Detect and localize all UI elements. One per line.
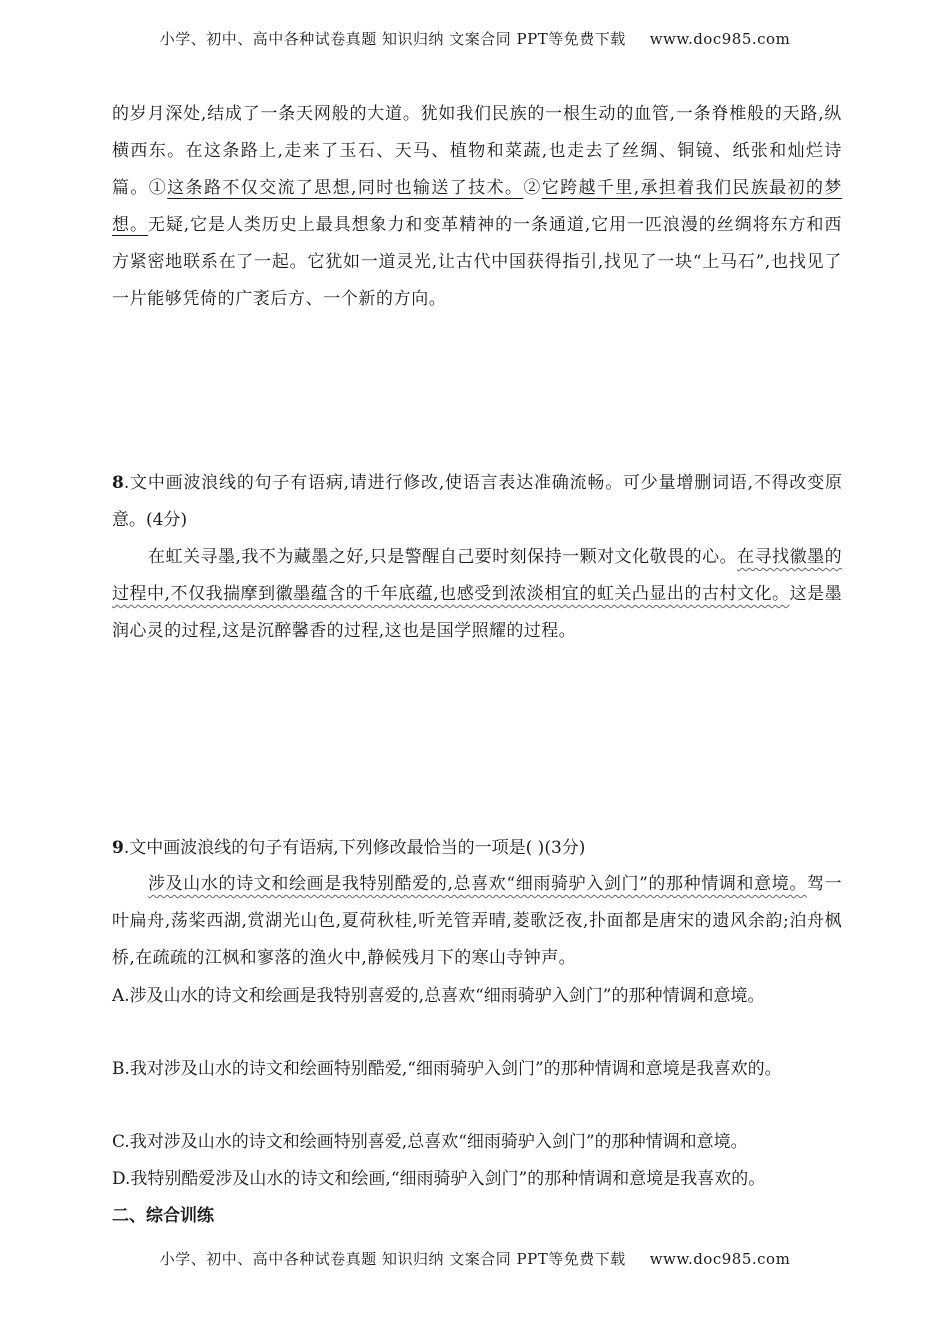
header-text: 小学、初中、高中各种试卷真题 知识归纳 文案合同 PPT等免费下载	[159, 30, 626, 48]
underlined-sentence-2: 它跨越千里,承担着我们民族最初的梦想。	[112, 178, 842, 235]
passage-text-1: 的岁月深处,结成了一条天网般的大道。犹如我们民族的一根生动的血管,一条脊椎般的天路,纵横西东。在这条路上,走来了玉石、天马、植物和菜蔬,也走去了丝绸、铜镜、纸张和灿烂诗篇。①	[112, 104, 842, 198]
question-9-title	[112, 830, 842, 867]
footer-url[interactable]: www.doc985.com	[649, 1250, 791, 1268]
q9-wavy-sentence: 涉及山水的诗文和绘画是我特别酷爱的,总喜欢“细雨骑驴入剑门”的那种情调和意境。	[148, 874, 807, 894]
circled-number-2: ②	[523, 178, 542, 198]
header-url[interactable]: www.doc985.com	[649, 30, 791, 48]
option-a: A.涉及山水的诗文和绘画是我特别喜爱的,总喜欢“细雨骑驴入剑门”的那种情调和意境。	[112, 986, 765, 1006]
question-9-prompt: .文中画波浪线的句子有语病,下列修改最恰当的一项是( )(3分)	[123, 838, 586, 858]
footer-text: 小学、初中、高中各种试卷真题 知识归纳 文案合同 PPT等免费下载	[159, 1250, 626, 1268]
question-8-title	[112, 465, 842, 539]
q8-wavy-sentence: 在寻找徽墨的过程中,不仅我揣摩到徽墨蕴含的千年底蕴,也感受到浓淡相宜的虹关凸显出的古村文化。	[112, 547, 842, 604]
question-8-number: 8	[112, 473, 124, 493]
question-8-prompt: .文中画波浪线的句子有语病,请进行修改,使语言表达准确流畅。可少量增删词语,不得改变原意。(4分)	[112, 473, 842, 530]
page-header	[0, 28, 950, 49]
q8-text-before: 在虹关寻墨,我不为藏墨之好,只是警醒自己要时刻保持一颗对文化敬畏的心。	[148, 547, 738, 567]
passage-text-2: 无疑,它是人类历史上最具想象力和变革精神的一条通道,它用一匹浪漫的丝绸将东方和西方紧密地联系在了一起。它犹如一道灵光,让古代中国获得指引,找见了一块“上马石”,也找见了一片能够凭倚的广袤后方、一个新的方向。	[112, 215, 842, 309]
question-9-passage	[112, 866, 842, 977]
question-9-number: 9	[112, 838, 124, 858]
page-footer	[0, 1248, 950, 1269]
section-heading: 二、综合训练	[112, 1206, 214, 1226]
passage-paragraph	[112, 96, 842, 318]
q8-text-after: 这是墨润心灵的过程,这是沉醉馨香的过程,这也是国学照耀的过程。	[112, 584, 843, 641]
q9-text-after: 驾一叶扁舟,荡桨西湖,赏湖光山色,夏荷秋桂,听羌管弄晴,菱歌泛夜,扑面都是唐宋的遗风余韵;泊舟枫桥,在疏疏的江枫和寥落的渔火中,静候残月下的寒山寺钟声。	[112, 874, 842, 968]
option-b: B.我对涉及山水的诗文和绘画特别酷爱,“细雨骑驴入剑门”的那种情调和意境是我喜欢的。	[112, 1059, 782, 1079]
option-c: C.我对涉及山水的诗文和绘画特别喜爱,总喜欢“细雨骑驴入剑门”的那种情调和意境。	[112, 1132, 748, 1152]
underlined-sentence-1: 这条路不仅交流了思想,同时也输送了技术。	[167, 178, 524, 198]
option-d: D.我特别酷爱涉及山水的诗文和绘画,“细雨骑驴入剑门”的那种情调和意境是我喜欢的。	[112, 1169, 766, 1189]
question-8-passage	[112, 539, 842, 650]
